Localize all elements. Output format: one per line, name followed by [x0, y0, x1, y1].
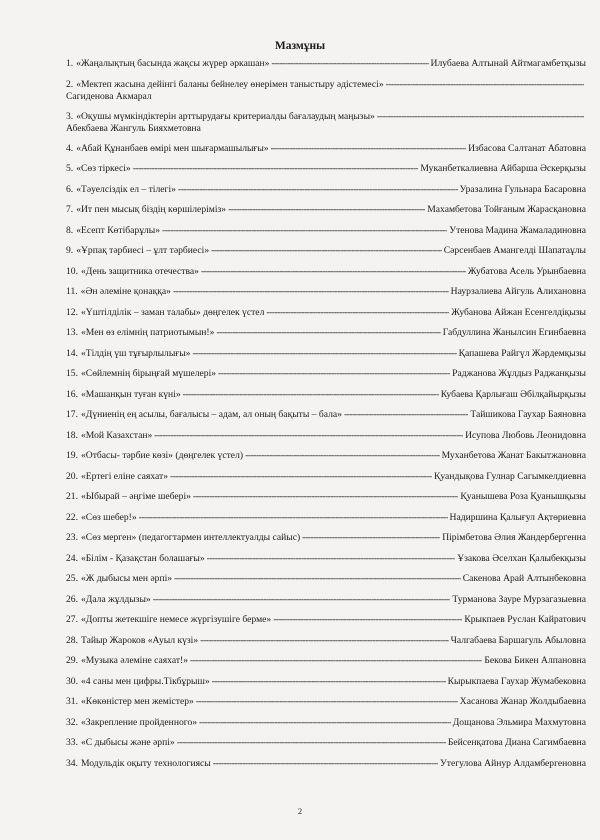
entry-number: 14.: [66, 347, 78, 359]
toc-entry: [66, 368, 586, 389]
entry-author: Қапашева Райгүл Жәрдемқызы: [458, 347, 586, 359]
toc-entry: [66, 111, 586, 135]
leader-dashes: [271, 143, 466, 155]
entry-number: 24.: [66, 552, 78, 564]
toc-entry: [66, 450, 586, 471]
entry-author: Махамбетова Тойғаным Жарасқановна: [427, 204, 586, 215]
leader-dashes: [173, 286, 449, 298]
entry-author: Утенова Мадина Жамаладиновна: [449, 224, 586, 236]
entry-number: 17.: [66, 409, 78, 420]
entry-number: 23.: [66, 532, 78, 543]
entry-number: 8.: [66, 224, 74, 236]
entry-author: Раджанова Жұлдыз Раджанқызы: [452, 368, 586, 379]
toc-entry: [66, 471, 586, 492]
leader-dashes: [207, 553, 456, 565]
entry-title: «Закрепление пройденного»: [81, 716, 198, 728]
entry-number: 1.: [66, 58, 74, 69]
entry-title: «Оқушы мүмкіндіктерін арттырудағы критериалды бағалаудың маңызы»: [76, 110, 375, 122]
entry-number: 26.: [66, 593, 78, 605]
entry-author: Муканбеткалиевна Айбарша Әскерқызы: [420, 163, 586, 174]
entry-title: «Үштілділік – заман талабы» дөңгелек үстел: [81, 306, 265, 318]
page-title: Мазмұны: [274, 40, 326, 52]
leader-dashes: [271, 58, 428, 70]
entry-author: Исупова Любовь Леонидовна: [465, 429, 586, 441]
leader-dashes: [183, 389, 439, 401]
toc-entry: [66, 143, 586, 164]
entry-title: «Мен өз елімнің патриотымын!»: [81, 327, 215, 338]
entry-title: «Мектеп жасына дейінгі баланы бейнелеу өнерімен таныстыру әдістемесі»: [76, 78, 384, 90]
toc-entry: [66, 655, 586, 676]
leader-dashes: [178, 184, 458, 196]
toc-entry: [66, 163, 586, 184]
entry-number: 28.: [66, 634, 78, 646]
entry-title: Модульдік оқыту технологиясы: [81, 757, 211, 769]
leader-dashes: [218, 368, 450, 380]
entry-number: 32.: [66, 716, 78, 728]
leader-dashes: [212, 676, 446, 688]
entry-number: 22.: [66, 511, 78, 523]
entry-title: «Ж дыбысы мен әрпі»: [81, 573, 173, 584]
entry-number: 15.: [66, 368, 78, 379]
entry-number: 12.: [66, 306, 78, 318]
toc-entry: [66, 327, 586, 348]
entry-number: 34.: [66, 757, 78, 769]
leader-dashes: [344, 409, 468, 421]
entry-title: «Көкөністер мен жемістер»: [81, 696, 194, 707]
entry-title: «Ит пен мысық біздің көршілеріміз»: [76, 204, 227, 215]
entry-number: 5.: [66, 163, 74, 174]
leader-dashes: [216, 327, 440, 339]
leader-dashes: [154, 430, 463, 442]
entry-title: «Сөз мерген» (педагогтармен интеллектуалды сайыс): [81, 532, 301, 543]
entry-author: Қуанышева Роза Қуанышқызы: [460, 491, 586, 502]
entry-title: «Дүниенің ең асылы, бағалысы – адам, ал оның бақыты – бала»: [81, 409, 342, 420]
toc-entry: [66, 204, 586, 225]
toc-entry: [66, 573, 586, 594]
entry-author: Жубатова Асель Урынбаевна: [467, 265, 586, 277]
leader-dashes: [133, 163, 419, 175]
toc-entry: [66, 512, 586, 533]
entry-author: Габдуллина Жанылсин Егинбаевна: [442, 327, 586, 338]
entry-number: 7.: [66, 204, 74, 215]
toc-entry: [66, 245, 586, 266]
entry-author: Надиршина Қалығул Ақтөриевна: [449, 511, 586, 523]
entry-author: Пірімбетова Әлия Жандербергенна: [442, 532, 586, 543]
entry-author: Уразалина Гульнара Басаровна: [459, 183, 586, 195]
leader-dashes: [199, 717, 451, 729]
leader-dashes: [213, 758, 438, 770]
entry-title: «Отбасы- тәрбие көзі» (дөңгелек үстел): [81, 450, 244, 461]
toc-entry: [66, 635, 586, 656]
entry-author: Илубаева Алтынай Айтмагамбетқызы: [430, 58, 586, 69]
toc-entry: [66, 225, 586, 246]
entry-number: 13.: [66, 327, 78, 338]
entry-number: 2.: [66, 78, 74, 90]
toc-entry: [66, 737, 586, 758]
entry-author: Кубаева Қарлығаш Әбілқайырқызы: [440, 388, 586, 400]
entry-title: «Ертегі еліне саяхат»: [81, 470, 168, 482]
leader-dashes: [386, 79, 584, 91]
entry-number: 33.: [66, 737, 78, 748]
leader-dashes: [177, 737, 446, 749]
toc-entry: [66, 389, 586, 410]
entry-author: Қуандықова Гулнар Сагымкелдиевна: [433, 470, 586, 482]
entry-number: 21.: [66, 491, 78, 502]
entry-author: Абекбаева Жангуль Бияхметовна: [66, 122, 201, 134]
entry-title: «Машанқын туған күні»: [81, 388, 181, 400]
toc-entry: [66, 409, 586, 430]
entry-author: Тайшикова Гаухар Баяновна: [470, 409, 586, 420]
leader-dashes: [162, 225, 447, 237]
entry-title: «Ыбырай – әңгіме шебері»: [81, 491, 191, 502]
leader-dashes: [377, 111, 584, 123]
leader-dashes: [211, 245, 442, 257]
entry-title: «Тілдің үш тұғырлылығы»: [81, 347, 191, 359]
entry-number: 16.: [66, 388, 78, 400]
entry-author: Крыкпаев Руслан Кайратович: [464, 614, 586, 625]
toc-entry: [66, 79, 586, 103]
entry-number: 6.: [66, 183, 74, 195]
entry-title: «Білім - Қазақстан болашағы»: [81, 552, 205, 564]
entry-author: Хасанова Жанар Жолдыбаевна: [459, 696, 586, 707]
entry-title: «С дыбысы және әрпі»: [81, 737, 175, 748]
leader-dashes: [153, 594, 451, 606]
toc-entry: [66, 553, 586, 574]
entry-number: 25.: [66, 573, 78, 584]
toc-entry: [66, 286, 586, 307]
entry-author: Жубанова Айжан Есенгелдіқызы: [451, 306, 586, 318]
toc-entry: [66, 266, 586, 287]
entry-number: 31.: [66, 696, 78, 707]
entry-title: «Дала жұлдызы»: [81, 593, 151, 605]
toc-entry: [66, 696, 586, 717]
toc-entry: [66, 58, 586, 79]
entry-number: 9.: [66, 245, 74, 256]
toc-entry: [66, 614, 586, 635]
entry-title: «Есепт Көтібарұлы»: [76, 224, 161, 236]
entry-title: «Сөз шебер!»: [81, 511, 137, 523]
leader-dashes: [201, 266, 466, 278]
leader-dashes: [190, 655, 482, 667]
entry-author: Сагиденова Акмарал: [66, 90, 152, 102]
toc-entry: [66, 594, 586, 615]
entry-number: 11.: [66, 286, 78, 297]
entry-number: 30.: [66, 675, 78, 687]
entry-number: 20.: [66, 470, 78, 482]
entry-title: «Допты жетекшіге немесе жүргізушіге берме»: [81, 614, 272, 625]
entry-author: Кырыкпаева Гаухар Жумабековна: [447, 675, 586, 687]
entry-author: Избасова Салтанат Абатовна: [468, 142, 586, 154]
entry-title: «Сөйлемнің бірыңғай мүшелері»: [81, 368, 217, 379]
leader-dashes: [245, 450, 440, 462]
entry-author: Турманова Зауре Мурзагазыевна: [452, 593, 586, 605]
entry-title: «Тәуелсіздік ел – тілегі»: [76, 183, 176, 195]
entry-author: Муханбетова Жанат Бакытжановна: [441, 450, 586, 461]
entry-title: «4 саны мен цифры.Тікбұрыш»: [81, 675, 210, 687]
toc-entry: [66, 184, 586, 205]
entry-title: «Ән әлеміне қонаққа»: [80, 286, 171, 297]
entry-number: 3.: [66, 110, 74, 122]
toc-entry: [66, 532, 586, 553]
entry-author: Утегулова Айнур Алдамбергеновна: [439, 757, 586, 769]
entry-number: 19.: [66, 450, 78, 461]
toc-entry: [66, 676, 586, 697]
toc-entry: [66, 307, 586, 328]
entry-number: 10.: [66, 265, 78, 277]
entry-author: Сакенова Арай Алтынбековна: [462, 573, 586, 584]
entry-title: «Музыка әлеміне саяхат!»: [81, 655, 189, 666]
entry-number: 27.: [66, 614, 78, 625]
entry-title: «Мой Казахстан»: [81, 429, 153, 441]
entry-number: 18.: [66, 429, 78, 441]
page-number: 2: [297, 806, 303, 816]
entry-author: Чалгабаева Баршагуль Абыловна: [450, 634, 586, 646]
leader-dashes: [196, 696, 458, 708]
leader-dashes: [193, 491, 458, 503]
leader-dashes: [273, 614, 462, 626]
entry-author: Сәрсенбаев Амангелді Шапатаұлы: [443, 245, 586, 256]
leader-dashes: [170, 471, 432, 483]
leader-dashes: [200, 635, 448, 647]
toc-entry: [66, 430, 586, 451]
leader-dashes: [139, 512, 448, 524]
entry-author: Ұзакова Әселхан Қалыбекқызы: [457, 552, 586, 564]
leader-dashes: [302, 532, 440, 544]
entry-title: «День защитника отечества»: [81, 265, 199, 277]
entry-number: 29.: [66, 655, 78, 666]
leader-dashes: [174, 573, 461, 585]
leader-dashes: [266, 307, 449, 319]
leader-dashes: [192, 348, 456, 360]
entry-number: 4.: [66, 142, 74, 154]
table-of-contents: [66, 58, 586, 778]
entry-author: Бекова Бикен Алпановна: [484, 655, 586, 666]
entry-title: «Сөз тіркесі»: [76, 163, 131, 174]
entry-author: Бейсенқатова Диана Сагимбаевна: [447, 737, 586, 748]
toc-entry: [66, 758, 586, 779]
entry-title: Тайыр Жароков «Ауыл күзі»: [81, 634, 199, 646]
toc-entry: [66, 348, 586, 369]
toc-entry: [66, 491, 586, 512]
entry-title: «Жаңалықтың басында жақсы жүрер әркашан»: [76, 58, 270, 69]
toc-entry: [66, 717, 586, 738]
leader-dashes: [228, 204, 425, 216]
entry-title: «Абай Құнанбаев өмірі мен шығармашылығы»: [76, 142, 269, 154]
entry-title: «Ұрпақ тәрбиесі – ұлт тәрбиесі»: [76, 245, 210, 256]
entry-author: Наурзалиева Айгуль Алихановна: [450, 286, 586, 297]
entry-author: Дощанова Эльмира Махмутовна: [452, 716, 586, 728]
